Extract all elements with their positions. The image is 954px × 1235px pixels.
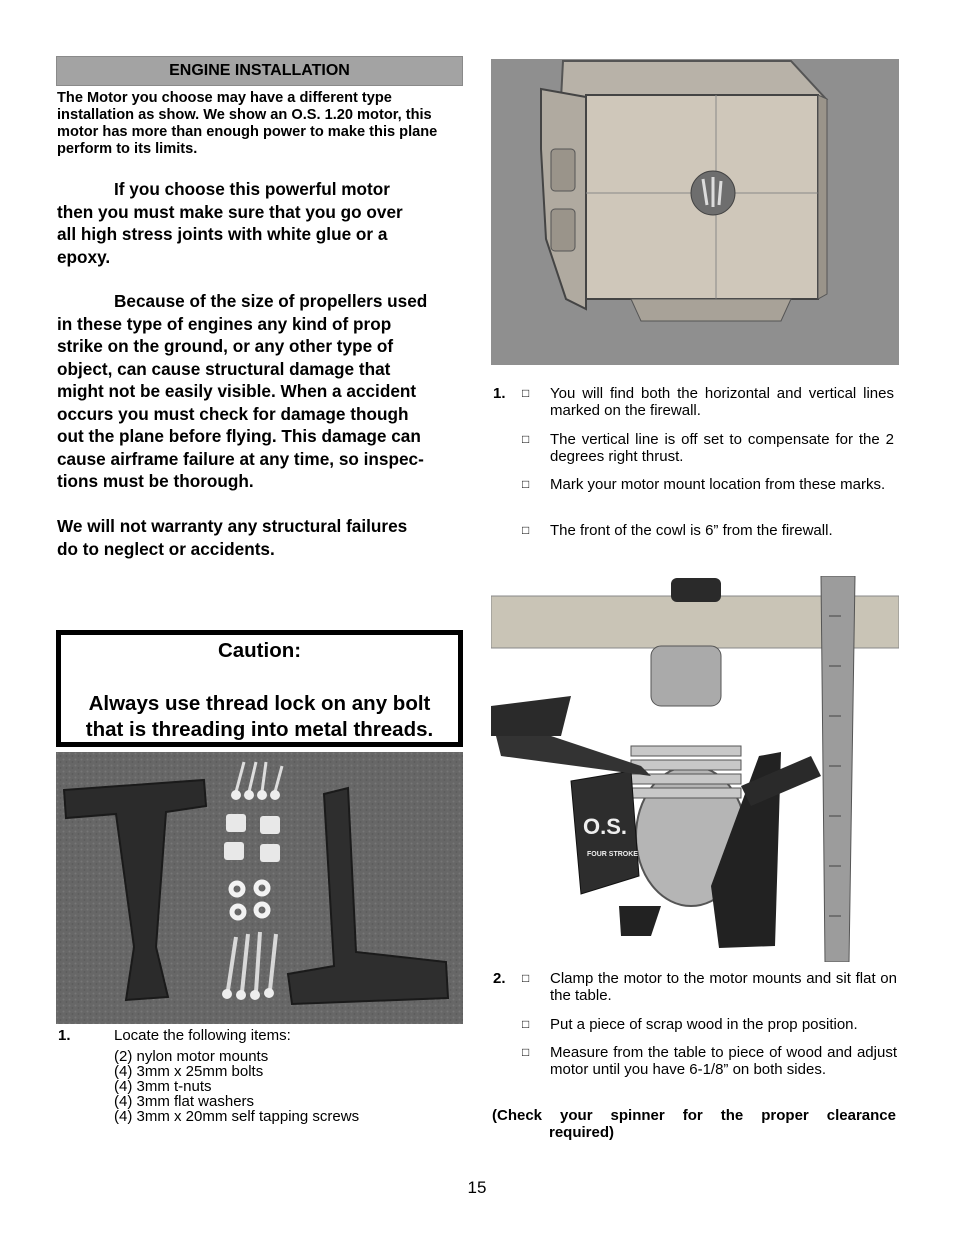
page-number: 15 <box>467 1178 487 1197</box>
paragraph-warranty: We will not warranty any structural failures do to neglect or accidents. <box>57 516 408 559</box>
checkbox-icon: □ <box>522 1017 530 1031</box>
engine-clamped-photo <box>491 576 899 962</box>
checkbox-icon: □ <box>522 1045 530 1059</box>
engine-brand-label: O.S. <box>583 814 628 839</box>
engine-type-label: FOUR STROKE <box>587 851 638 858</box>
spinner-clearance-note: (Check your spinner for the proper clearance required) <box>492 1107 896 1141</box>
motor-mount-parts-photo <box>56 752 463 1024</box>
parts-lead: Locate the following items: <box>114 1027 291 1044</box>
parts-item: (2) nylon motor mounts <box>114 1048 269 1065</box>
caution-line-2: that is threading into metal threads. <box>85 718 434 741</box>
paragraph-prop-strike: Because of the size of propellers used in these type of engines any kind of prop strike on the ground, or any other type of object, can cause structural damage that might not be easily visible. When a accident occurs you must check for damage though out the plane before flying. This damage can cause airframe failure at any time, so inspec- tions must be thorough. <box>57 291 428 491</box>
caution-line-1: Always use thread lock on any bolt <box>88 691 431 715</box>
parts-item: (4) 3mm x 25mm bolts <box>114 1063 264 1080</box>
caution-heading: Caution: <box>217 639 302 662</box>
parts-step-number: 1. <box>58 1027 71 1044</box>
checkbox-icon: □ <box>522 386 530 400</box>
parts-item: (4) 3mm flat washers <box>114 1093 255 1110</box>
intro-text: The Motor you choose may have a different type installation as show. We show an O.S. 1.20 motor, this motor has more than enough power to make this plane perform to its limits. <box>57 90 438 157</box>
section-title: ENGINE INSTALLATION <box>56 56 463 86</box>
parts-item: (4) 3mm x 20mm self tapping screws <box>114 1108 360 1125</box>
checkbox-icon: □ <box>522 971 530 985</box>
paragraph-glue: If you choose this powerful motor then you must make sure that you go over all high stress joints with white glue or a epoxy. <box>57 179 403 267</box>
checkbox-icon: □ <box>522 523 530 537</box>
mount-step-number: 2. <box>493 970 506 987</box>
checkbox-icon: □ <box>522 477 530 491</box>
firewall-photo <box>491 59 899 365</box>
caution-box <box>56 630 463 747</box>
parts-item: (4) 3mm t-nuts <box>114 1078 212 1095</box>
firewall-step-number: 1. <box>493 385 506 402</box>
checkbox-icon: □ <box>522 432 530 446</box>
